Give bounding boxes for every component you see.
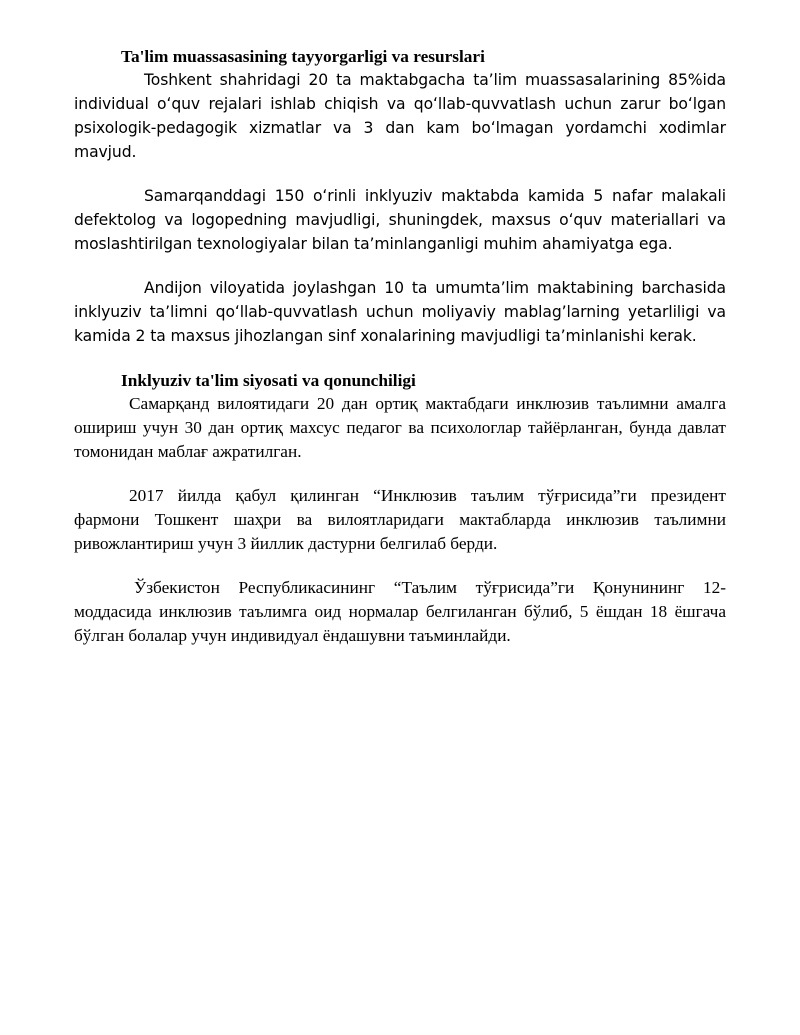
paragraph-samarkand-region: Самарқанд вилоятидаги 20 дан ортиқ мактабдаги инклюзив таълимни амалга ошириш учун 30 дан ортиқ махсус педагог ва психологлар тайёрланган, бунда давлат томонидан маблағ ажратилган.	[74, 394, 726, 461]
paragraph-education-law: Ўзбекистон Республикасининг “Таълим тўғрисида”ги Қонунининг 12-моддасида инклюзив таълимга оид нормалар белгиланган бўлиб, 5 ёшдан 18 ёшгача бўлган болалар учун индивидуал ёндашувни таъминлайди.	[74, 578, 726, 645]
document-body	[74, 46, 726, 648]
paragraph-andijan: Andijon viloyatida joylashgan 10 ta umumta’lim maktabining barchasida inklyuziv ta’limni qoʻllab-quvvatlash uchun moliyaviy mablag’larning yetarliligi va kamida 2 ta maxsus jihozlangan sinf xonalarining mavjudligi ta’minlanishi kerak.	[74, 279, 726, 345]
paragraph-2017-decree: 2017 йилда қабул қилинган “Инклюзив таълим тўғрисида”ги президент фармони Тошкент шаҳри ва вилоятларидаги мактабларда инклюзив таълимни ривожлантириш учун 3 йиллик дастурни белгилаб берди.	[74, 486, 726, 553]
paragraph-tashkent: Toshkent shahridagi 20 ta maktabgacha ta’lim muassasalarining 85%ida individual oʻquv rejalari ishlab chiqish va qoʻllab-quvvatlash uchun zarur boʻlgan psixologik-pedagogik xizmatlar va 3 dan kam boʻlmagan yordamchi xodimlar mavjud.	[74, 71, 726, 161]
section-heading-policy: Inklyuziv ta'lim siyosati va qonunchiligi	[121, 371, 416, 390]
paragraph-samarkand-school: Samarqanddagi 150 oʻrinli inklyuziv maktabda kamida 5 nafar malakali defektolog va logopedning mavjudligi, shuningdek, maxsus oʻquv materiallari va moslashtirilgan texnologiyalar bilan ta’minlanganligi muhim ahamiyatga ega.	[74, 187, 726, 253]
section-heading-resources: Ta'lim muassasasining tayyorgarligi va resurslari	[121, 47, 485, 66]
